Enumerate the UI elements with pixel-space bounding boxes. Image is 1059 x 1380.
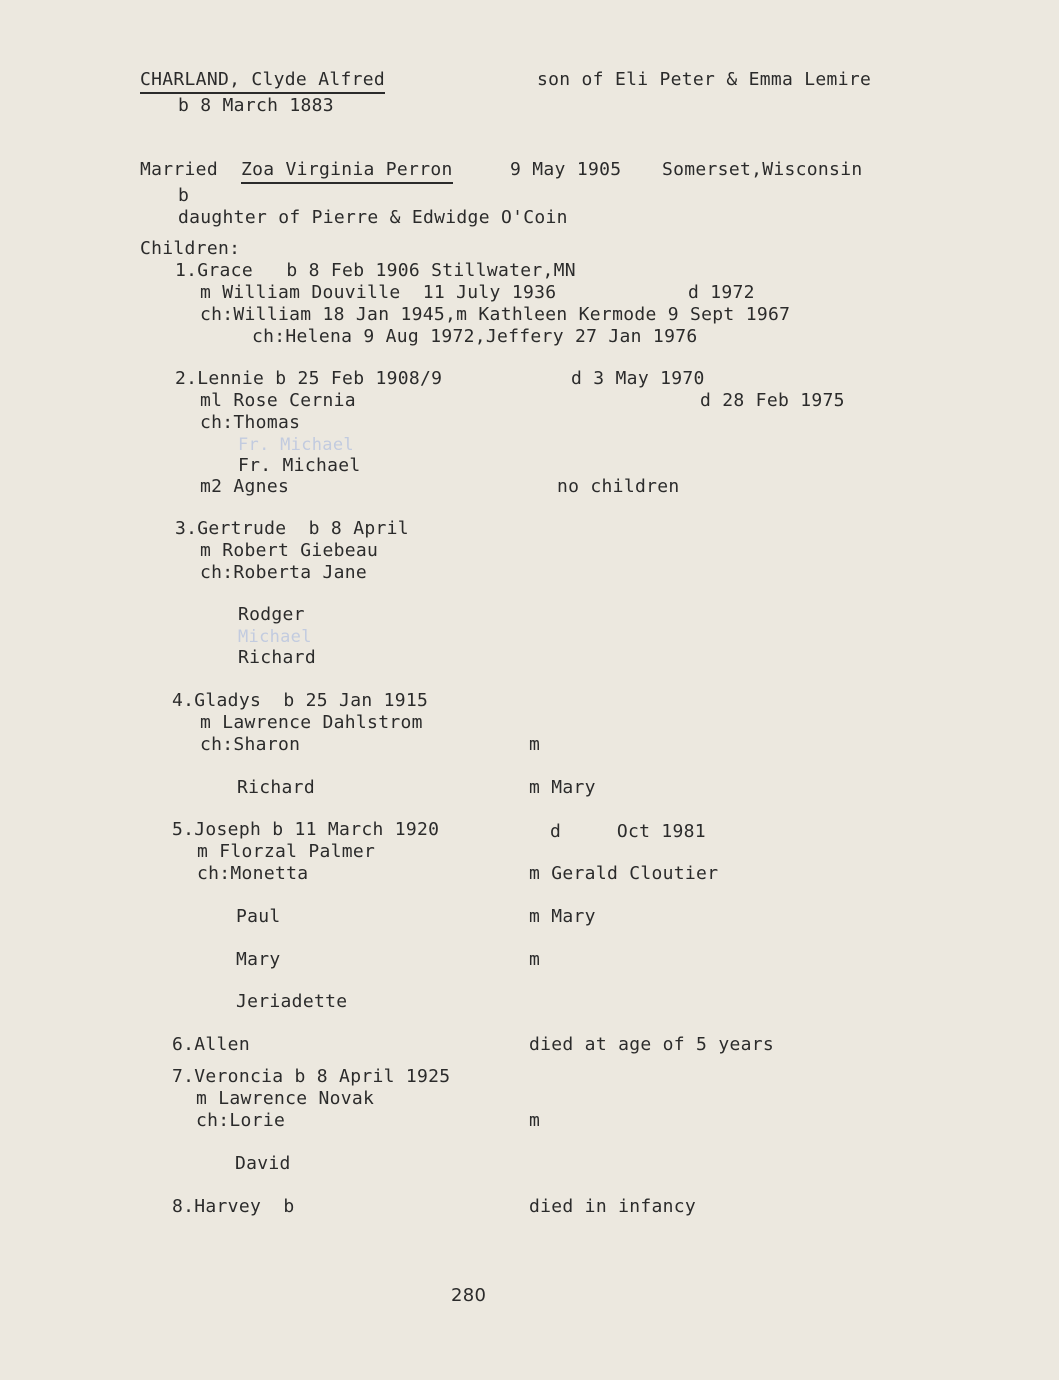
child-3-line-2: m Robert Giebeau xyxy=(200,540,379,561)
child-1-line-1: 1.Grace b 8 Feb 1906 Stillwater,MN xyxy=(175,260,576,281)
child-4-line-4-right: m Mary xyxy=(529,777,596,798)
spouse-birth: b xyxy=(178,185,190,206)
child-7-line-1: 7.Veroncia b 8 April 1925 xyxy=(172,1066,451,1087)
child-2-line-1: 2.Lennie b 25 Feb 1908/9 xyxy=(175,368,443,389)
spouse-parents: daughter of Pierre & Edwidge O'Coin xyxy=(178,207,568,228)
child-1-line-3: ch:William 18 Jan 1945,m Kathleen Kermode 9 Sept 1967 xyxy=(200,304,791,325)
child-1-line-4: ch:Helena 9 Aug 1972,Jeffery 27 Jan 1976 xyxy=(252,326,698,347)
child-4-line-3-right: m xyxy=(529,734,541,755)
child-5-line-6: Jeriadette xyxy=(236,991,348,1012)
child-8-note: died in infancy xyxy=(529,1196,697,1217)
page-number: 280 xyxy=(451,1285,487,1306)
child-5-line-4-right: m Mary xyxy=(529,906,596,927)
child-2-ghost-text: Fr. Michael xyxy=(238,435,354,455)
child-6-note: died at age of 5 years xyxy=(529,1034,775,1055)
subject-parents: son of Eli Peter & Emma Lemire xyxy=(537,69,872,90)
child-5-line-2: m Florzal Palmer xyxy=(197,841,376,862)
child-5-line-3: ch:Monetta xyxy=(197,863,309,884)
child-8-line-1: 8.Harvey b xyxy=(172,1196,295,1217)
child-3-line-3: ch:Roberta Jane xyxy=(200,562,368,583)
spouse-name: Zoa Virginia Perron xyxy=(241,159,453,184)
child-2-line-5: m2 Agnes xyxy=(200,476,290,497)
child-2-line-4: Fr. Michael xyxy=(238,455,361,476)
child-5-line-3-right: m Gerald Cloutier xyxy=(529,863,719,884)
child-3-ghost-text: Michael xyxy=(238,627,312,647)
child-3-line-1: 3.Gertrude b 8 April xyxy=(175,518,409,539)
child-2-spouse-death: d 28 Feb 1975 xyxy=(700,390,845,411)
marriage-date: 9 May 1905 xyxy=(510,159,622,180)
child-5-line-1: 5.Joseph b 11 March 1920 xyxy=(172,819,440,840)
marriage-place: Somerset,Wisconsin xyxy=(662,159,863,180)
child-7-line-3-right: m xyxy=(529,1110,541,1131)
child-1-line-2: m William Douville 11 July 1936 xyxy=(200,282,557,303)
child-5-line-5: Mary xyxy=(236,949,281,970)
child-2-line-3: ch:Thomas xyxy=(200,412,301,433)
child-7-line-3: ch:Lorie xyxy=(196,1110,286,1131)
child-7-line-2: m Lawrence Novak xyxy=(196,1088,375,1109)
child-1-death: d 1972 xyxy=(688,282,755,303)
child-5-line-4: Paul xyxy=(236,906,281,927)
child-4-line-3: ch:Sharon xyxy=(200,734,301,755)
child-3-line-5: Richard xyxy=(238,647,316,668)
child-4-line-2: m Lawrence Dahlstrom xyxy=(200,712,423,733)
subject-name: CHARLAND, Clyde Alfred xyxy=(140,69,385,94)
married-label: Married xyxy=(140,159,218,180)
child-4-line-1: 4.Gladys b 25 Jan 1915 xyxy=(172,690,429,711)
child-2-note: no children xyxy=(557,476,680,497)
child-2-line-2: ml Rose Cernia xyxy=(200,390,356,411)
child-5-line-5-right: m xyxy=(529,949,541,970)
child-3-line-4: Rodger xyxy=(238,604,305,625)
child-5-death: d Oct 1981 xyxy=(550,821,706,842)
subject-birth: b 8 March 1883 xyxy=(178,95,334,116)
child-7-line-4: David xyxy=(235,1153,291,1174)
child-2-death: d 3 May 1970 xyxy=(571,368,705,389)
children-label: Children: xyxy=(140,238,241,259)
child-6-line-1: 6.Allen xyxy=(172,1034,250,1055)
child-4-line-4: Richard xyxy=(237,777,315,798)
